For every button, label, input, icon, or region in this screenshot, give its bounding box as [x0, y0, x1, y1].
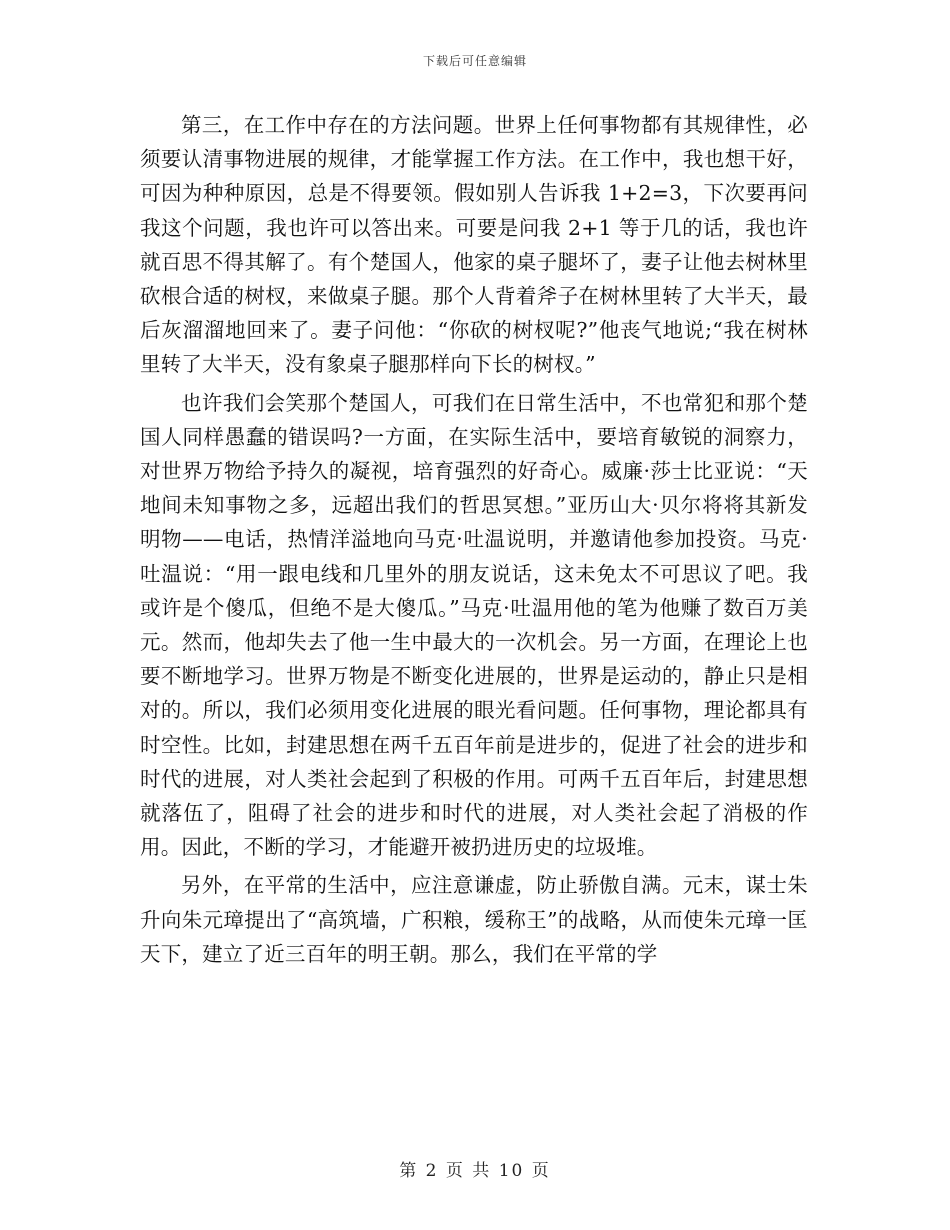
page-number: 第 2 页 共 10 页 — [399, 1161, 551, 1181]
header-note: 下载后可任意编辑 — [422, 54, 527, 68]
paragraph-modesty: 另外，在平常的生活中，应注意谦虚，防止骄傲自满。元末，谋士朱升向朱元璋提出了“高筑墙，广积粮，缓称王”的战略，从而使朱元璋一匡天下，建立了近三百年的明王朝。那么，我们在平常的学 — [140, 873, 808, 966]
document-body — [140, 108, 808, 975]
paragraph-methods: 第三，在工作中存在的方法问题。世界上任何事物都有其规律性，必须要认清事物进展的规律，才能掌握工作方法。在工作中，我也想干好，可因为种种原因，总是不得要领。假如别人告诉我 1+2=3，下次要再问我这个问题，我也许可以答出来。可要是问我 2+1 等于几的话，我也许就百思不得其解了。有个楚国人，他家的桌子腿坏了，妻子让他去树林里砍根合适的树杈，来做桌子腿。那个人背着斧子在树林里转了大半天，最后灰溜溜地回来了。妻子问他：“你砍的树杈呢?”他丧气地说;“我在树林里转了大半天，没有象桌子腿那样向下长的树杈。” — [140, 113, 808, 377]
paragraph-learning: 也许我们会笑那个楚国人，可我们在日常生活中，不也常犯和那个楚国人同样愚蠢的错误吗?一方面，在实际生活中，要培育敏锐的洞察力，对世界万物给予持久的凝视，培育强烈的好奇心。威廉·莎士比亚说：“天地间未知事物之多，远超出我们的哲思冥想。”亚历山大·贝尔将将其新发明物——电话，热情洋溢地向马克·吐温说明，并邀请他参加投资。马克·吐温说：“用一跟电线和几里外的朋友说话，这未免太不可思议了吧。我或许是个傻瓜，但绝不是大傻瓜。”马克·吐温用他的笔为他赚了数百万美元。然而，他却失去了他一生中最大的一次机会。另一方面，在理论上也要不断地学习。世界万物是不断变化进展的，世界是运动的，静止只是相对的。所以，我们必须用变化进展的眼光看问题。任何事物，理论都具有时空性。比如，封建思想在两千五百年前是进步的，促进了社会的进步和时代的进展，对人类社会起到了积极的作用。可两千五百年后，封建思想就落伍了，阻碍了社会的进步和时代的进展，对人类社会起了消极的作用。因此，不断的学习，才能避开被扔进历史的垃圾堆。 — [140, 390, 808, 860]
